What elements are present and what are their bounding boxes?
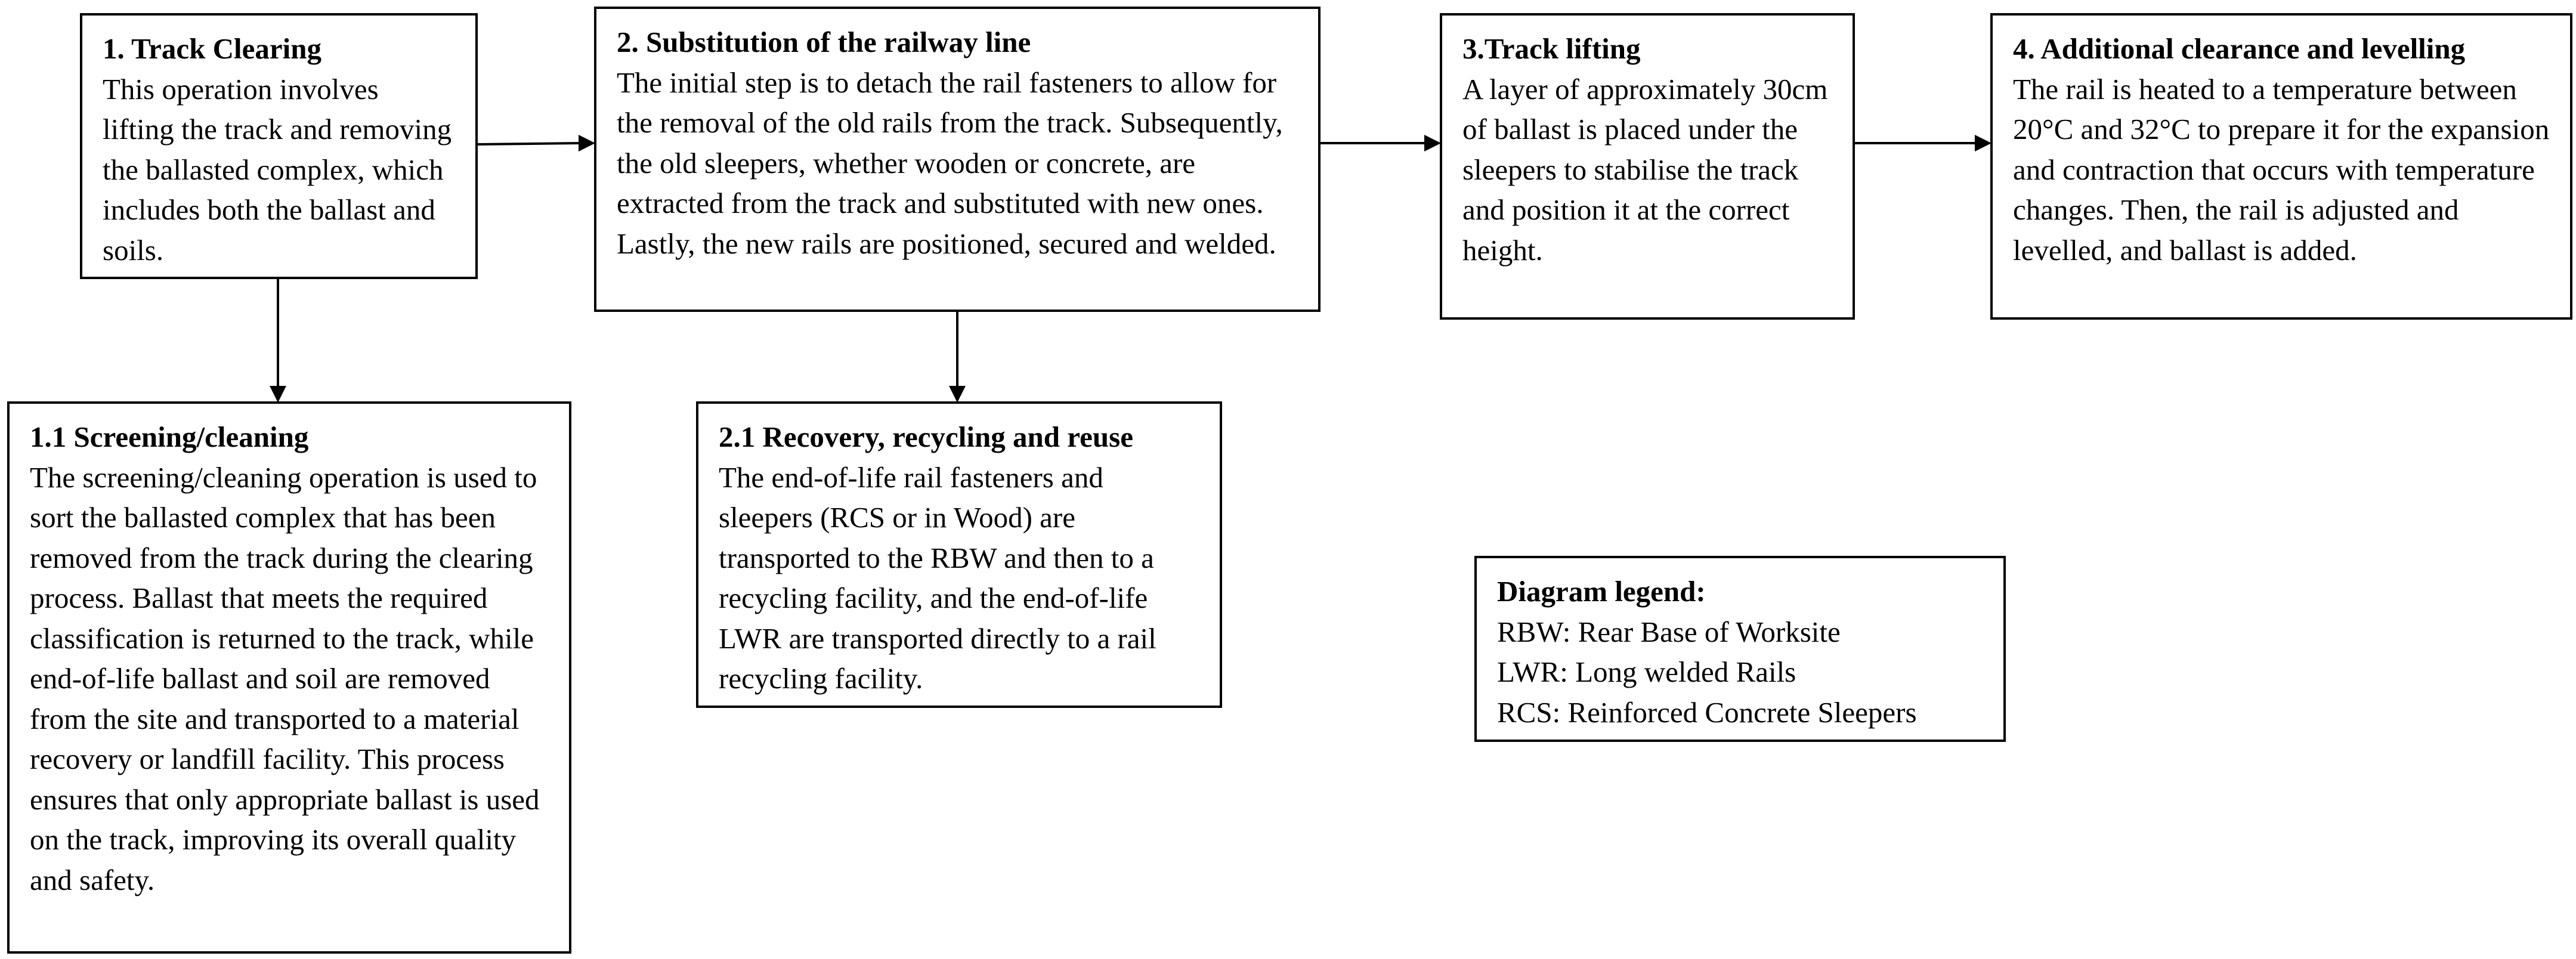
arrowhead-1-to-1-1: [270, 386, 286, 403]
step-1-1-screening-box: [7, 401, 571, 954]
step-4-title: 4. Additional clearance and levelling: [2013, 32, 2466, 65]
step-1-title: 1. Track Clearing: [103, 32, 322, 65]
arrowhead-3-to-4: [1975, 135, 1991, 151]
step-4-clearance-levelling-box: [1990, 13, 2572, 320]
legend-title: Diagram legend:: [1497, 575, 1706, 608]
legend-item-rbw: RBW: Rear Base of Worksite: [1497, 615, 1841, 648]
step-3-description: A layer of approximately 30cm of ballast is placed under the sleepers to stabilise the track and position it at the correct height.: [1462, 72, 1828, 267]
step-3-track-lifting-box: [1440, 13, 1855, 320]
arrowhead-2-to-2-1: [949, 386, 966, 403]
step-1-1-description: The screening/cleaning operation is used to sort the ballasted complex that has been removed from the track during the clearing process. Ballast that meets the required classification is returned to the track, while end-of-life ballast and soil are removed from the site and transported to a material recovery or landfill facility. This process ensures that only appropriate ballast is used on the track, improving its overall quality and safety.: [30, 460, 540, 896]
step-2-1-recovery-box: [696, 401, 1222, 708]
arrow-1-to-2: [478, 143, 580, 144]
arrowhead-2-to-3: [1424, 135, 1441, 151]
arrowhead-1-to-2: [579, 135, 595, 151]
step-2-description: The initial step is to detach the rail fasteners to allow for the removal of the old rails from the track. Subsequently, the old sleepers, whether wooden or concrete, are extracted from the track and substituted with new ones. Lastly, the new rails are positioned, secured and welded.: [617, 66, 1283, 260]
diagram-legend-box: [1474, 556, 2006, 742]
step-1-description: This operation involves lifting the track and removing the ballasted complex, which includes both the ballast and soils.: [103, 72, 452, 267]
legend-item-rcs: RCS: Reinforced Concrete Sleepers: [1497, 695, 1917, 729]
step-1-1-title: 1.1 Screening/cleaning: [30, 420, 309, 453]
step-2-1-description: The end-of-life rail fasteners and sleepers (RCS or in Wood) are transported to the RBW and then to a recycling facility, and the end-of-life LWR are transported directly to a rail recycling facility.: [719, 460, 1156, 695]
legend-item-lwr: LWR: Long welded Rails: [1497, 655, 1796, 688]
step-2-1-title: 2.1 Recovery, recycling and reuse: [719, 420, 1133, 453]
step-4-description: The rail is heated to a temperature between 20°C and 32°C to prepare it for the expansion and contraction that occurs with temperature changes. Then, the rail is adjusted and levelled, and ballast is added.: [2013, 72, 2550, 267]
step-3-title: 3.Track lifting: [1462, 32, 1641, 65]
step-2-title: 2. Substitution of the railway line: [617, 26, 1031, 58]
step-2-substitution-box: [594, 7, 1321, 312]
step-1-track-clearing-box: [80, 13, 478, 279]
